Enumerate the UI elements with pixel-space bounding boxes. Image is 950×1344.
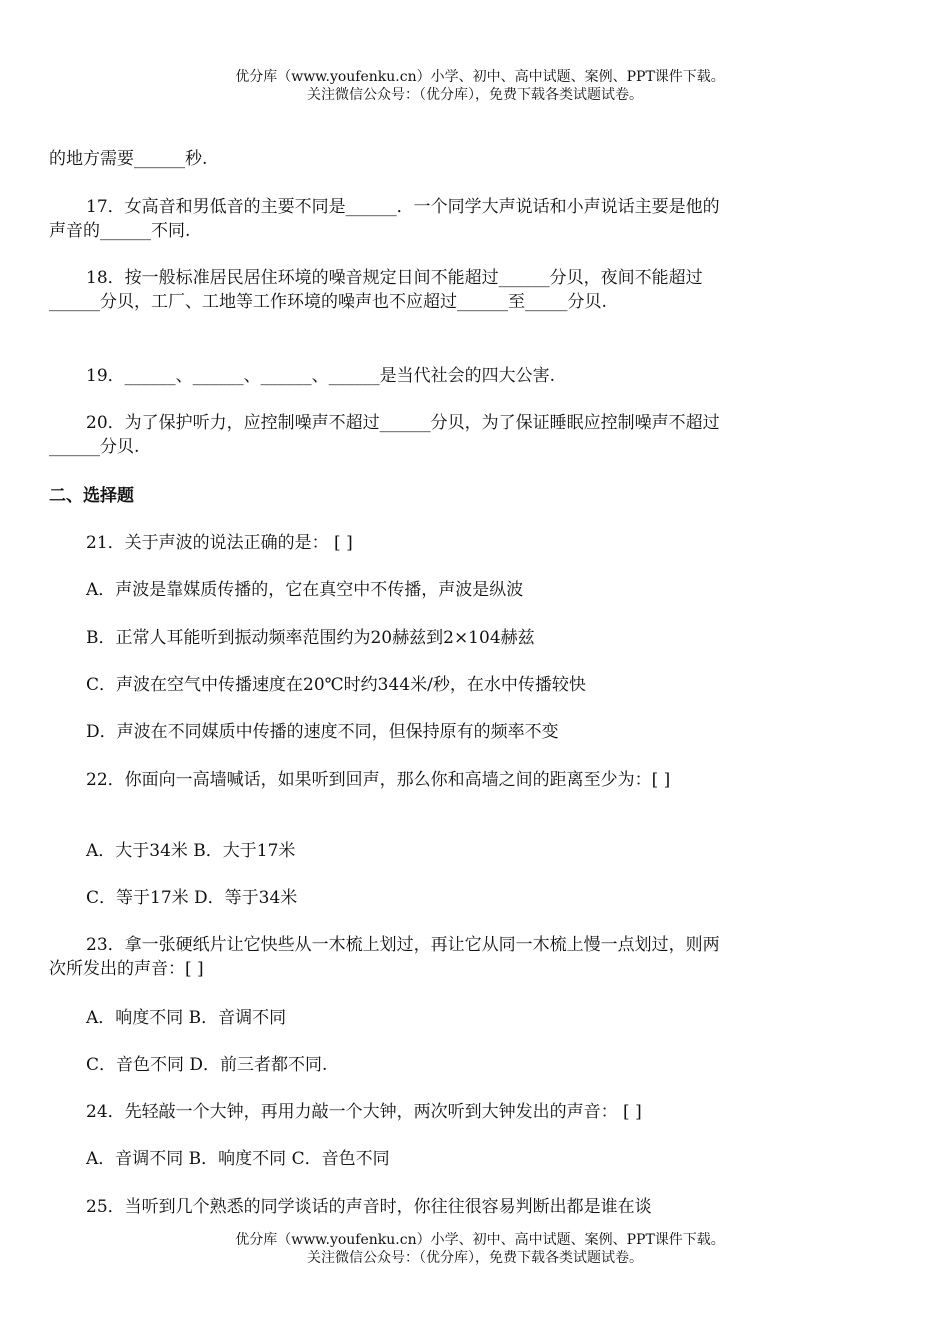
question-24: 24．先轻敲一个大钟，再用力敲一个大钟，两次听到大钟发出的声音： [ ]: [86, 1102, 642, 1122]
footer-line-2: 关注微信公众号：（优分库），免费下载各类试题试卷。: [307, 1250, 643, 1266]
question-21: 21．关于声波的说法正确的是： [ ]: [86, 533, 353, 553]
q16-tail: 的地方需要______秒.: [49, 149, 208, 169]
question-23: 23．拿一张硬纸片让它快些从一木梳上划过，再让它从同一木梳上慢一点划过，则两次所发出的声音：[ ]: [49, 935, 720, 979]
q22-options-ab: A．大于34米 B．大于17米: [86, 841, 296, 861]
q24-options: A．音调不同 B．响度不同 C．音色不同: [86, 1149, 390, 1169]
question-17: 17．女高音和男低音的主要不同是______．一个同学大声说话和小声说话主要是他的声音的______不同.: [49, 197, 720, 241]
header-line-1: 优分库（www.youfenku.cn）小学、初中、高中试题、案例、PPT课件下载。: [235, 69, 725, 85]
q22-options-cd: C．等于17米 D．等于34米: [86, 888, 298, 908]
q23-options-ab: A．响度不同 B．音调不同: [86, 1008, 287, 1028]
question-19: 19．______、______、______、______是当代社会的四大公害.: [86, 366, 556, 386]
q21-option-b: B．正常人耳能听到振动频率范围约为20赫兹到2×104赫兹: [86, 628, 535, 648]
question-18: 18．按一般标准居民居住环境的噪音规定日间不能超过______分贝，夜间不能超过______分贝，工厂、工地等工作环境的噪声也不应超过______至_____分贝.: [49, 268, 703, 312]
question-22: 22．你面向一高墙喊话，如果听到回声，那么你和高墙之间的距离至少为：[ ]: [86, 770, 671, 790]
q23-options-cd: C．音色不同 D．前三者都不同.: [86, 1055, 328, 1075]
question-20: 20．为了保护听力，应控制噪声不超过______分贝，为了保证睡眠应控制噪声不超过______分贝.: [49, 413, 720, 457]
page-header: [0, 68, 950, 104]
page-footer: [0, 1231, 950, 1267]
q21-option-a: A．声波是靠媒质传播的，它在真空中不传播，声波是纵波: [86, 580, 524, 600]
footer-line-1: 优分库（www.youfenku.cn）小学、初中、高中试题、案例、PPT课件下载。: [235, 1232, 725, 1248]
q21-option-d: D．声波在不同媒质中传播的速度不同，但保持原有的频率不变: [86, 722, 559, 742]
header-line-2: 关注微信公众号：（优分库），免费下载各类试题试卷。: [307, 87, 643, 103]
q21-option-c: C．声波在空气中传播速度在20℃时约344米/秒，在水中传播较快: [86, 675, 586, 695]
section-title-choice: 二、选择题: [49, 486, 134, 506]
question-25: 25．当听到几个熟悉的同学谈话的声音时，你往往很容易判断出都是谁在谈: [86, 1197, 652, 1217]
